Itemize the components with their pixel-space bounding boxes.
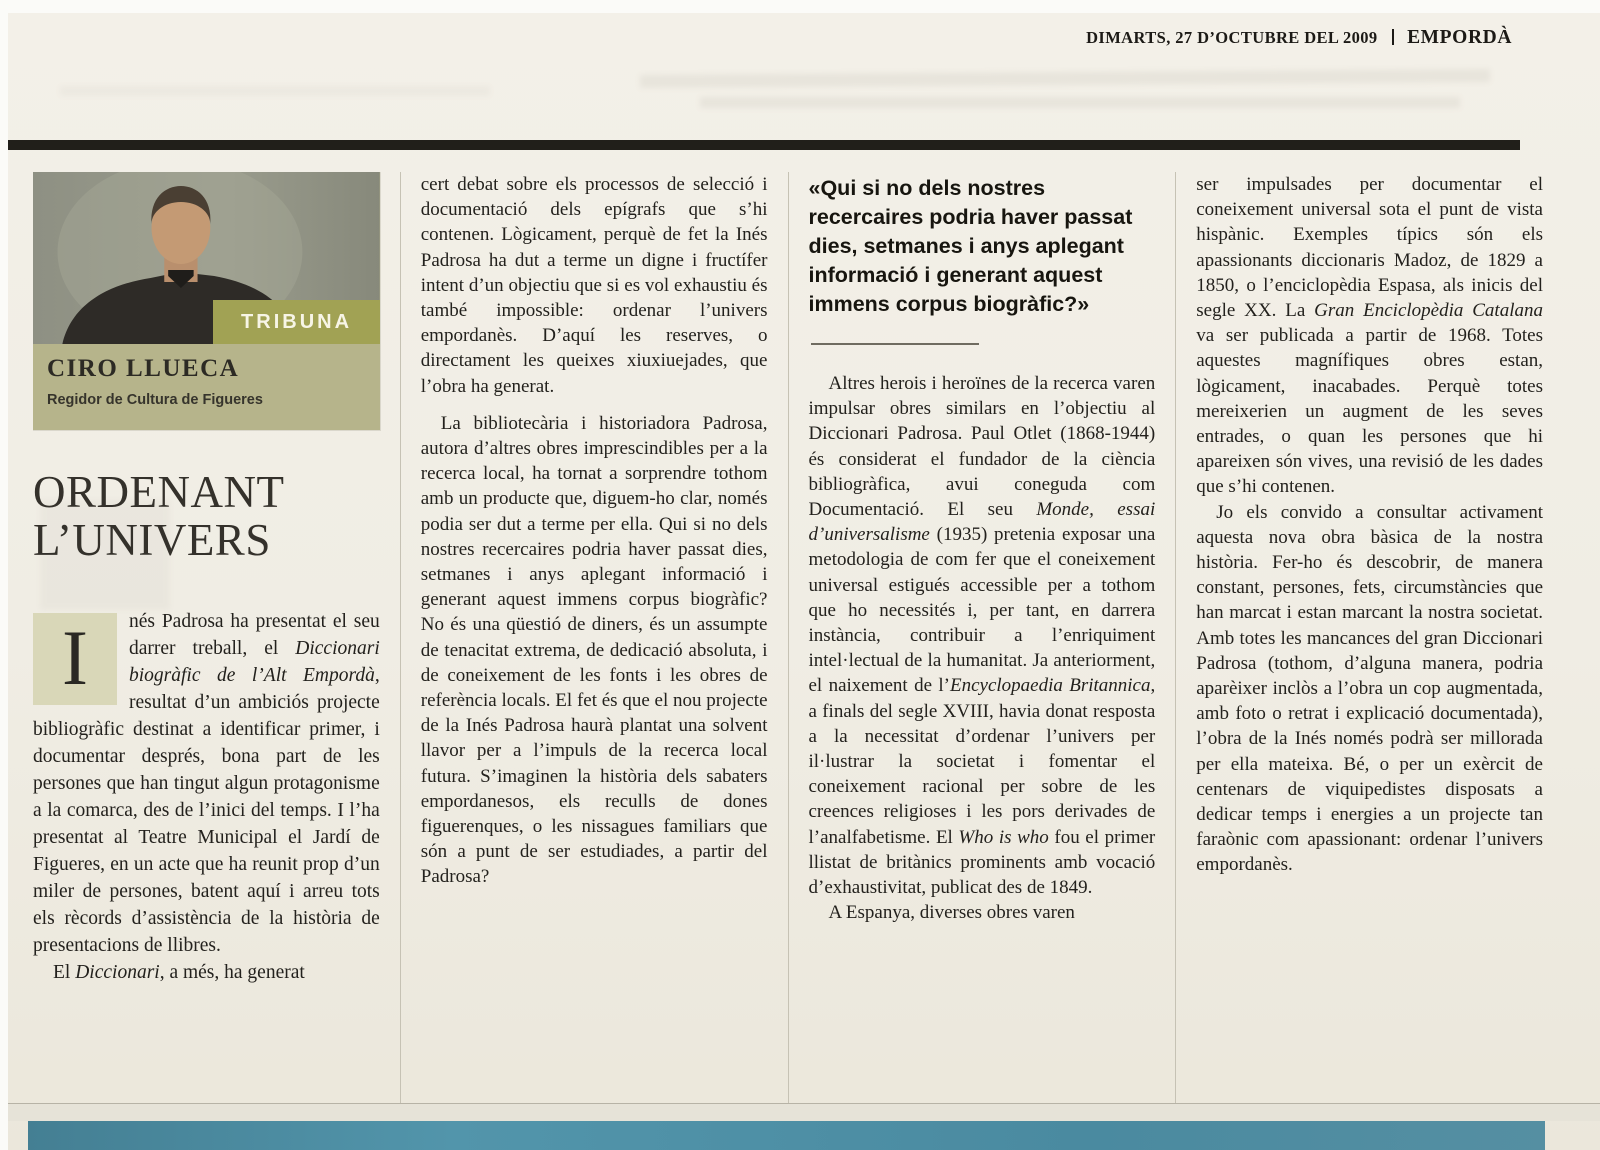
page-header <box>1086 28 1512 48</box>
article-paragraph: cert debat sobre els processos de selecció i documentació dels epígrafs que s’hi contenen. Lògicament, perquè de fet la Inés Padrosa ha dut a terme un digne i fructífer intent d’un objectiu que si es vol exhaustiu és també impossible: ordenar l’univers empordanès. D’aquí les reserves, o directament les queixes xiuxiuejades, que l’obra ha generat. <box>420 174 768 397</box>
author-photo <box>33 172 380 344</box>
drop-cap: I <box>33 613 117 705</box>
bleed-through <box>60 86 490 96</box>
column-2 <box>400 172 788 1106</box>
author-card <box>33 172 380 430</box>
tribuna-tag: TRIBUNA <box>213 300 379 344</box>
author-info <box>33 344 380 430</box>
article-paragraph: La bibliotecària i historiadora Padrosa, autora d’altres obres imprescindibles per a la recerca local, ha tornat a sorprendre tothom amb un producte que, diguem-ho clar, només podia ser dut a terme per ella. Qui si no dels nostres recercaires podria haver passat dies, setmanes i anys aplegant informació i generant aquest immens corpus biogràfic? No és una qüestió de diners, és un assumpte de tenacitat extrema, de dedicació absoluta, i de coneixement de les fonts i les obres de referència locals. El fet és que el nou projecte de la Inés Padrosa haurà plantat una solvent llavor per a l’impuls de la recerca local futura. S’imaginen la història dels sabaters empordanesos, els reculls de dones figuerenques, o les nissagues familiars que són a punt de ser estudiades, a partir del Padrosa? <box>420 412 768 888</box>
bleed-through <box>700 97 1460 108</box>
footer-separator <box>8 1103 1600 1121</box>
column-3 <box>788 172 1176 1106</box>
article-paragraph: El Diccionari, a més, ha generat <box>53 962 305 983</box>
article-headline: ORDENANT L’UNIVERS <box>33 467 284 565</box>
column-4 <box>1175 172 1545 1106</box>
article-body <box>33 172 1545 1106</box>
article-paragraph: Altres herois i heroïnes de la recerca varen impulsar obres similars en l’objectiu al Diccionari Padrosa. Paul Otlet (1868-1944) és considerat el fundador de la ciència bibliogràfica, avui coneguda com Documentació. El seu Monde, essai d’universalisme (1935) pretenia exposar una metodologia de com fer que el coneixement universal estigués accessible per a tothom que ho necessités i, per tant, en darrera instància, contribuir a l’enriquiment intel·lectual de la humanitat. Ja anteriorment, el naixement de l’Encyclopaedia Britannica, a finals del segle XVIII, havia donat resposta a la necessitat d’ordenar l’univers per il·lustrar la societat i fomentar el coneixement racional per sobre de les creences religioses i les pors derivades de l’analfabetisme. El Who is who fou el primer llistat de britànics prominents amb vocació d’exhaustivitat, publicat des de 1849. <box>808 373 1156 899</box>
author-name: CIRO LLUECA <box>47 355 240 382</box>
header-date: DIMARTS, 27 D’OCTUBRE DEL 2009 <box>1086 28 1378 47</box>
footer-bar <box>28 1121 1545 1150</box>
column-1 <box>33 172 400 1106</box>
article-paragraph: ser impulsades per documentar el coneixement universal sota el punt de vista hispànic. Exemples típics són els apassionants diccionaris Madoz, de 1829 a 1850, o l’enciclopèdia Espasa, als inicis del segle XX. La Gran Enciclopèdia Catalana va ser publicada a partir de 1968. Totes aquestes magnífiques obres estan, lògicament, inacabades. Perquè totes mereixerien un augment de les seves entrades, o quan les persones que hi apareixen són vives, una revisió de les dades que s’hi contenen. <box>1196 174 1543 498</box>
article-paragraph: A Espanya, diverses obres varen <box>828 902 1075 924</box>
header-masthead: EMPORDÀ <box>1407 27 1512 48</box>
pull-quote: «Qui si no dels nostres recercaires podria haver passat dies, setmanes i anys aplegant informació i generant aquest immens corpus biogràfic?» <box>808 176 1133 316</box>
author-role: Regidor de Cultura de Figueres <box>47 392 263 408</box>
pull-quote-rule <box>811 343 979 345</box>
header-divider <box>1392 29 1395 45</box>
article-paragraph <box>33 608 380 959</box>
paragraph-text: nés Padrosa ha presentat el seu darrer treball, el Diccionari biogràfic de l’Alt Empordà, resultat d’un ambiciós projecte bibliogràfic destinat a identificar primer, i documentar després, bona part de les persones que han tingut algun protagonisme a la comarca, des de l’inici del temps. I l’ha presentat al Teatre Municipal el Jardí de Figueres, en un acte que ha reunit prop d’un miler de persones, batent aquí i arreu tots els rècords d’assistència de la història de presentacions de llibres. <box>33 611 380 956</box>
top-rule <box>8 140 1520 150</box>
article-paragraph: Jo els convido a consultar activament aquesta nova obra bàsica de la nostra història. Fer-ho és descobrir, de manera constant, persones, fets, circumstàncies que han marcat i estan marcant la nostra societat. Amb totes les mancances del gran Diccionari Padrosa (tothom, d’alguna manera, podria aparèixer inclòs a l’obra un cop augmentada, amb foto o retrat i explicació documentada), l’obra de la Inés només podrà ser millorada per ella mateixa. Bé, o per un exèrcit de centenars de viquipedistes disposats a dedicar temps i energies a un projecte tan faraònic com apassionant: ordenar l’univers empordanès. <box>1196 501 1543 876</box>
